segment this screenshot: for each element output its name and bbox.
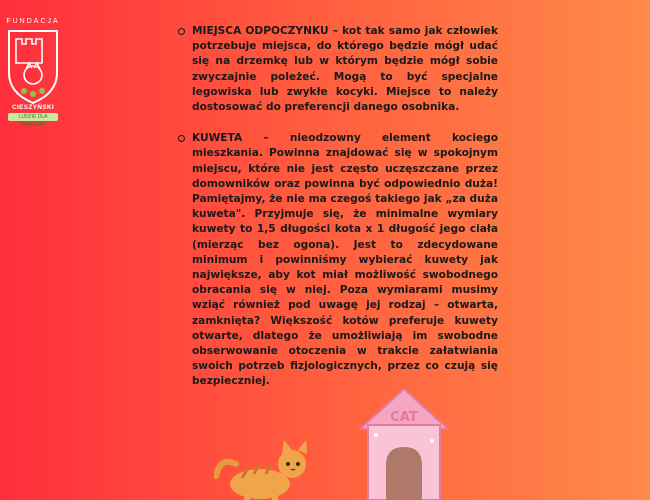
logo-name: CIESZYŃSKI: [11, 104, 54, 111]
item-title: MIEJSCA ODPOCZYNKU: [192, 25, 329, 37]
pink-cat-house-illustration-icon: [356, 385, 452, 500]
foundation-logo: [4, 18, 62, 128]
bullet-icon: [178, 135, 185, 142]
content-list: [178, 24, 498, 406]
list-item: [178, 131, 498, 389]
logo-subtitle: LUDZIE DLA ZWIERZĄT: [8, 113, 58, 121]
item-text: – nieodzowny element kociego mieszkania. Powinna znajdować się w spokojnym miejscu, które nie jest często uczęszczane przez domowników oraz powinna być odpowiednio duża! Pamiętajmy, że nie ma czegoś takiego jak „za duża kuweta". Przyjmuje się, że minimalne wymiary kuwety to 1,5 długości kota x 1 długość jego ciała (mierząc bez ogona). Jest to zdecydowane minimum i powinniśmy wybierać kuwety jak największe, aby kot miał możliwość swobodnego obracania się w niej. Poza wymiarami musimy wziąć również pod uwagę jej rodzaj – otwarta, zamknięta? Większość kotów preferuje kuwety otwarte, dlatego że umożliwiają im swobodne obserwowanie otoczenia w trakcie załatwiania swoich potrzeb fizjologicznych, przez co czują się bezpieczniej.: [192, 132, 498, 388]
house-label: CAT: [390, 410, 418, 425]
castle-tower-cat-logo-icon: [4, 27, 62, 105]
item-title: KUWETA: [192, 132, 243, 145]
orange-cat-illustration-icon: [214, 438, 314, 500]
logo-top-text: FUNDACJA: [6, 18, 60, 25]
list-item: [178, 24, 498, 115]
item-text: – kot tak samo jak człowiek potrzebuje miejsca, do którego będzie mógł udać się na drzemkę lub w którym będzie mógł sobie zwyczajnie poleżeć. Mogą to być specjalne legowiska lub zwykłe kocyki. Miejsce to należy dostosować do preferencji danego osobnika.: [192, 25, 498, 114]
bullet-icon: [178, 28, 185, 35]
